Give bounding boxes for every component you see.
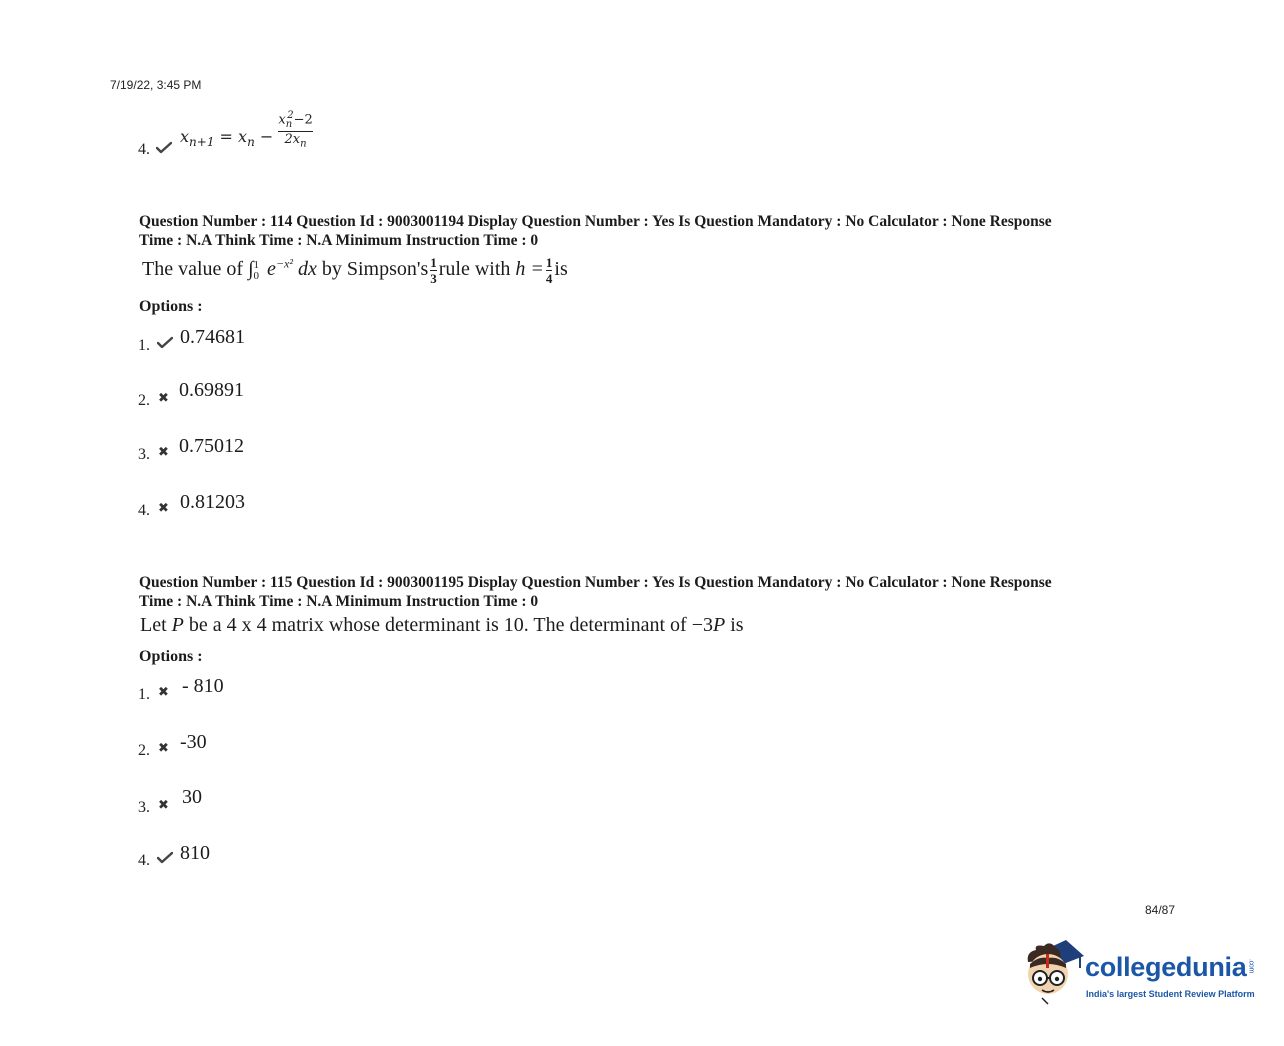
correct-check-icon — [156, 141, 172, 155]
collegedunia-logo — [1022, 938, 1262, 1008]
wrong-cross-icon: ✖ — [158, 500, 169, 515]
page-number: 84/87 — [1145, 903, 1176, 917]
q115-option-4-number: 4. — [138, 852, 150, 869]
wrong-cross-icon: ✖ — [158, 444, 169, 459]
q115-meta-line-1: Question Number : 115 Question Id : 9003001195 Display Question Number : Yes Is Question Mandatory : No Calculator : None Response — [139, 574, 1052, 591]
brand-tagline: India's largest Student Review Platform — [1086, 989, 1255, 999]
wrong-cross-icon: ✖ — [158, 684, 169, 699]
q115-option-3-number: 3. — [138, 799, 150, 816]
correct-check-icon — [157, 851, 173, 865]
wrong-cross-icon: ✖ — [158, 740, 169, 755]
wrong-cross-icon: ✖ — [158, 390, 169, 405]
q115-option-1-value: - 810 — [182, 675, 224, 697]
mascot-icon — [1022, 938, 1084, 1008]
print-timestamp: 7/19/22, 3:45 PM — [110, 78, 202, 92]
q114-metadata — [139, 212, 1139, 250]
q115-option-1-number: 1. — [138, 686, 150, 703]
q114-option-4-value: 0.81203 — [180, 491, 245, 513]
correct-check-icon — [157, 336, 173, 350]
q114-option-1-number: 1. — [138, 337, 150, 354]
prev-option-formula: $x_{n+1} = x_n$ − $\frac{x_n^2-2}{2x_n}$ — [180, 110, 313, 150]
q115-option-2-value: -30 — [180, 731, 207, 753]
q114-question-text: The value of ∫ 1 0 $e^{-x^2}$ dx by Simpson's $\frac{1}{3}$ rule with h = $\frac{1}{4}$ is — [142, 255, 568, 286]
q114-meta-line-2: Time : N.A Think Time : N.A Minimum Instruction Time : 0 — [139, 232, 539, 249]
brand-name: collegedunia.com — [1085, 952, 1255, 982]
q114-options-label: Options : — [139, 298, 203, 315]
q115-meta-line-2: Time : N.A Think Time : N.A Minimum Instruction Time : 0 — [139, 593, 539, 610]
q114-option-4-number: 4. — [138, 502, 150, 519]
q115-metadata — [139, 573, 1139, 611]
q114-option-1-value: 0.74681 — [180, 326, 245, 348]
q115-option-3-value: 30 — [182, 786, 202, 808]
wrong-cross-icon: ✖ — [158, 797, 169, 812]
q114-option-3-value: 0.75012 — [179, 435, 244, 457]
q115-option-4-value: 810 — [180, 842, 210, 864]
brand-suffix: .com — [1247, 958, 1255, 973]
prev-option-number: 4. — [138, 141, 150, 158]
q114-option-3-number: 3. — [138, 446, 150, 463]
q114-meta-line-1: Question Number : 114 Question Id : 9003001194 Display Question Number : Yes Is Question Mandatory : No Calculator : None Response — [139, 213, 1052, 230]
q115-options-label: Options : — [139, 648, 203, 665]
q115-question-text: Let P be a 4 x 4 matrix whose determinant is 10. The determinant of −3P is — [140, 614, 744, 636]
q114-option-2-value: 0.69891 — [179, 379, 244, 401]
q114-option-2-number: 2. — [138, 392, 150, 409]
q115-option-2-number: 2. — [138, 742, 150, 759]
